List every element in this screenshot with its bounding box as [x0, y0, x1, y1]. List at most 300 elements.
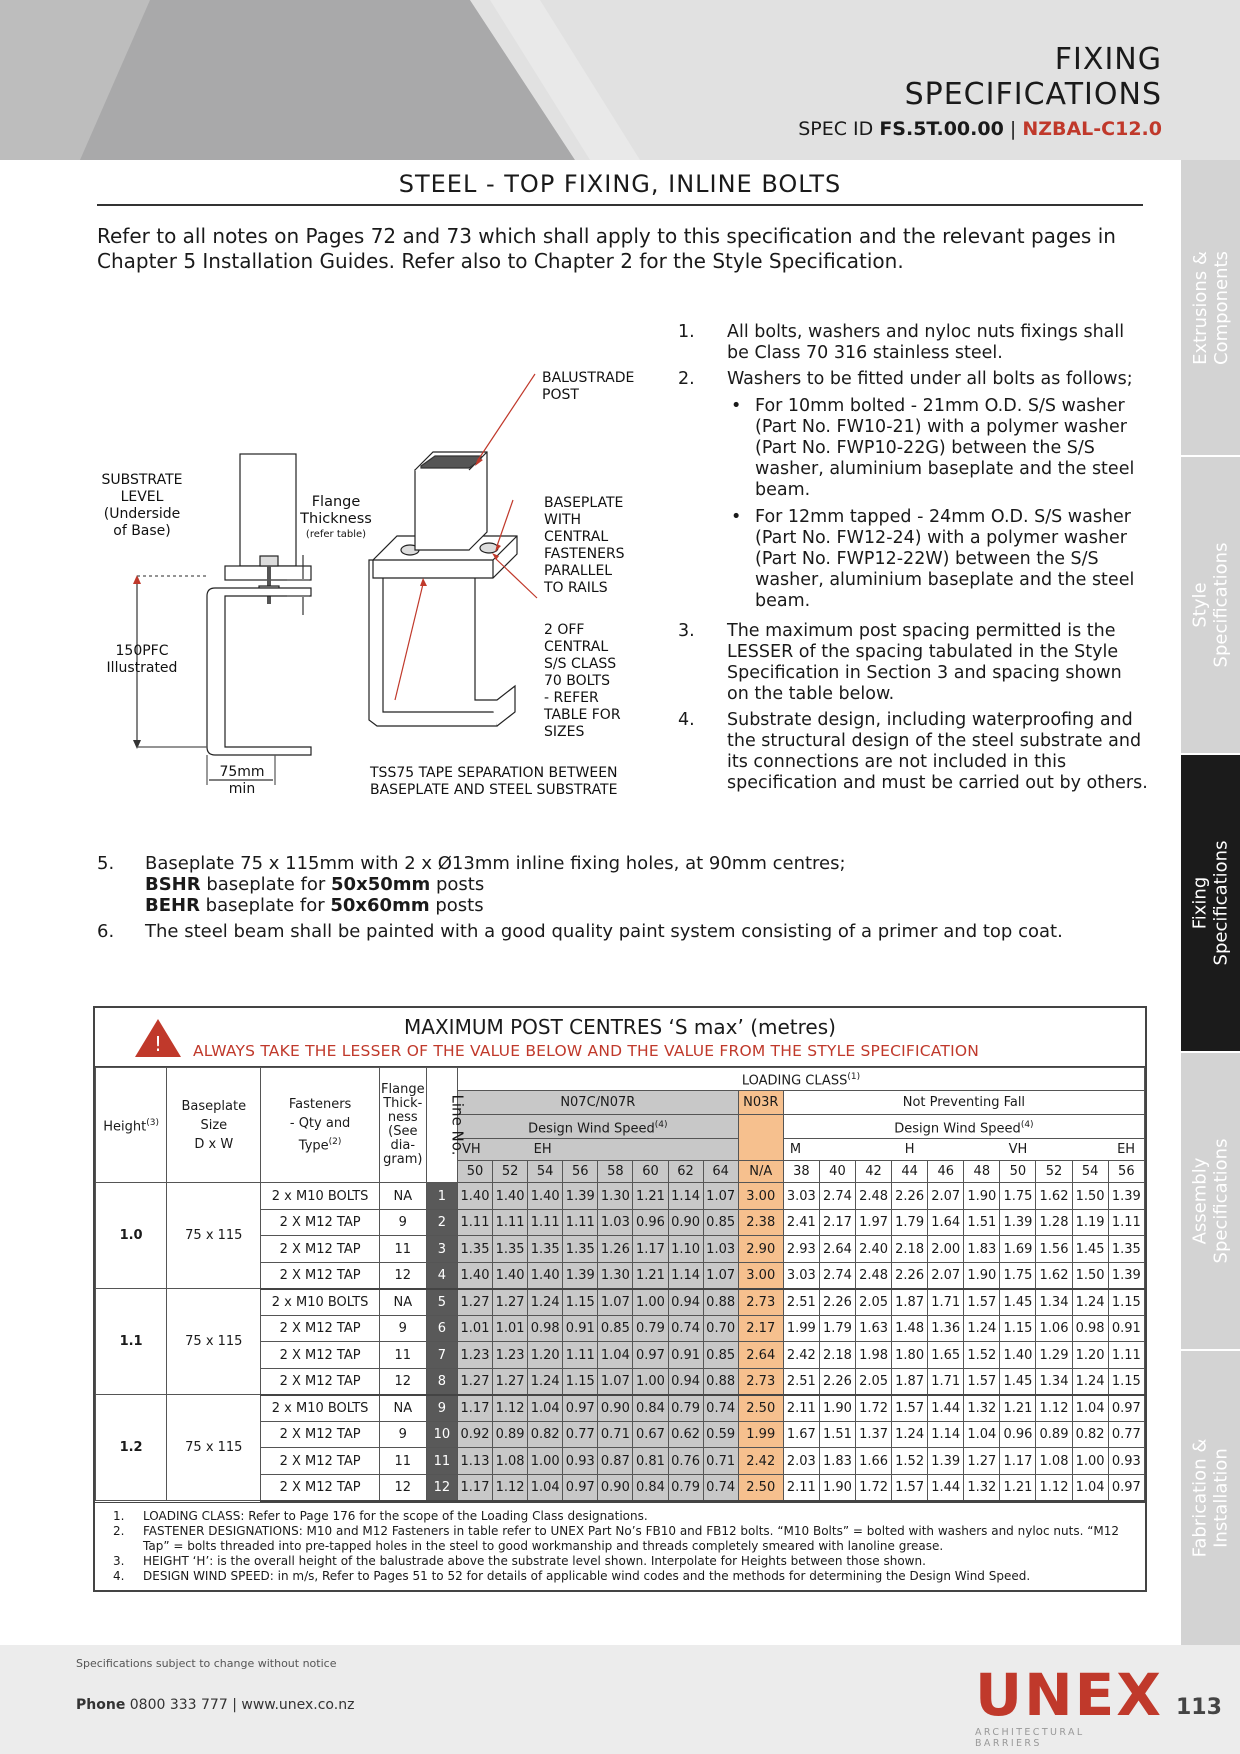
behr-mid: baseplate for: [199, 895, 331, 916]
col-flange: Flange Thick- ness (See dia- gram): [379, 1068, 426, 1183]
value-cell: 0.82: [1072, 1421, 1108, 1448]
value-cell: 2.11: [783, 1474, 819, 1501]
value-cell: 0.71: [703, 1448, 738, 1475]
value-cell: 1.87: [892, 1289, 928, 1316]
line-number-cell: 11: [426, 1448, 457, 1475]
design-wind-1: [457, 1115, 738, 1139]
value-cell: 2.18: [819, 1342, 855, 1369]
behr-code: BEHR: [145, 895, 200, 916]
wind-speed-header: 64: [703, 1161, 738, 1183]
fastener-cell: 2 X M12 TAP: [261, 1448, 379, 1475]
value-cell: 1.34: [1036, 1289, 1072, 1316]
flange-cell: 12: [379, 1474, 426, 1501]
value-cell: 0.91: [668, 1342, 703, 1369]
value-cell: 1.27: [493, 1289, 528, 1316]
value-cell: 1.57: [892, 1395, 928, 1422]
table-footnotes: [95, 1502, 1145, 1590]
footnote-text: HEIGHT ‘H’: is the overall height of the balustrade above the substrate level shown. Interpolate for Heights between those shown.: [143, 1553, 926, 1568]
intro-paragraph: Refer to all notes on Pages 72 and 73 which shall apply to this specification and the relevant pages in Chapter 5 Installation Guides. Refer also to Chapter 2 for the Style Specification.: [97, 224, 1116, 273]
value-cell: 1.27: [457, 1368, 492, 1395]
value-cell: 1.11: [563, 1209, 598, 1236]
value-cell: 1.50: [1072, 1183, 1108, 1210]
tab-label: Style Specifications: [1189, 542, 1232, 668]
value-cell: 2.26: [819, 1289, 855, 1316]
value-cell: 1.56: [1036, 1236, 1072, 1263]
value-cell: 0.79: [668, 1474, 703, 1501]
wind-speed-header: N/A: [738, 1161, 783, 1183]
value-cell: 0.93: [1108, 1448, 1144, 1475]
line-number-cell: 3: [426, 1236, 457, 1263]
value-cell: 0.98: [1072, 1315, 1108, 1342]
tab-fixing-specifications[interactable]: [1181, 755, 1240, 1051]
value-cell: 1.24: [892, 1421, 928, 1448]
value-cell: 2.73: [738, 1289, 783, 1316]
value-cell: 0.94: [668, 1368, 703, 1395]
wind-class-eh: EH: [528, 1139, 598, 1161]
value-cell: 1.12: [1036, 1474, 1072, 1501]
value-cell: 1.11: [493, 1209, 528, 1236]
value-cell: 0.88: [703, 1368, 738, 1395]
flange-cell: NA: [379, 1395, 426, 1422]
label-bolts: 2 OFF CENTRAL S/S CLASS 70 BOLTS - REFER TABLE FOR SIZES: [544, 622, 621, 740]
wind-class-spacer: [928, 1139, 1000, 1161]
value-cell: 1.24: [964, 1315, 1000, 1342]
spec-id-line: [798, 118, 1162, 140]
value-cell: 0.76: [668, 1448, 703, 1475]
bullet-10mm: [727, 396, 1148, 501]
value-cell: 1.64: [928, 1209, 964, 1236]
value-cell: 1.62: [1036, 1262, 1072, 1289]
footnote-text: DESIGN WIND SPEED: in m/s, Refer to Pages 51 to 52 for details of applicable wind codes and the methods for determining the Design Wind Speed.: [143, 1568, 1031, 1583]
value-cell: 1.04: [528, 1395, 563, 1422]
value-cell: 1.57: [964, 1289, 1000, 1316]
label-min-width: 75mm min: [219, 764, 265, 797]
value-cell: 1.07: [598, 1289, 633, 1316]
value-cell: 1.97: [856, 1209, 892, 1236]
value-cell: 1.28: [1036, 1209, 1072, 1236]
value-cell: 1.08: [493, 1448, 528, 1475]
flange-cell: NA: [379, 1289, 426, 1316]
value-cell: 0.71: [598, 1421, 633, 1448]
height-cell: 1.1: [96, 1289, 167, 1395]
value-cell: 1.24: [1072, 1368, 1108, 1395]
value-cell: 1.03: [703, 1236, 738, 1263]
spec-table: [95, 1067, 1145, 1502]
value-cell: 1.21: [1000, 1474, 1036, 1501]
value-cell: 1.66: [856, 1448, 892, 1475]
label-baseplate: BASEPLATE WITH CENTRAL FASTENERS PARALLEL TO RAILS: [544, 495, 625, 596]
value-cell: 1.11: [1108, 1209, 1144, 1236]
value-cell: 1.83: [964, 1236, 1000, 1263]
wind-speed-header: 38: [783, 1161, 819, 1183]
note-4: [678, 710, 1148, 794]
value-cell: 0.74: [703, 1395, 738, 1422]
value-cell: 0.88: [703, 1289, 738, 1316]
value-cell: 1.35: [1108, 1236, 1144, 1263]
col-fasteners: [261, 1068, 379, 1183]
note-text: [145, 853, 1157, 916]
spec-code: NZBAL-C12.0: [1022, 118, 1162, 140]
value-cell: 1.90: [819, 1395, 855, 1422]
fastener-cell: 2 X M12 TAP: [261, 1209, 379, 1236]
label-tape-separation: TSS75 TAPE SEPARATION BETWEEN BASEPLATE AND STEEL SUBSTRATE: [370, 765, 618, 798]
wind-speed-header: 46: [928, 1161, 964, 1183]
height-label: Height: [103, 1119, 147, 1135]
note-text: The steel beam shall be painted with a good quality paint system consisting of a primer and top coat.: [145, 921, 1063, 942]
note-6: [97, 921, 1157, 942]
value-cell: 1.11: [457, 1209, 492, 1236]
value-cell: 1.72: [856, 1395, 892, 1422]
value-cell: 2.00: [928, 1236, 964, 1263]
value-cell: 1.04: [598, 1342, 633, 1369]
value-cell: 2.64: [819, 1236, 855, 1263]
flange-cell: NA: [379, 1183, 426, 1210]
svg-text:!: !: [153, 1032, 163, 1056]
bullet-text: For 10mm bolted - 21mm O.D. S/S washer (Part No. FW10-21) with a polymer washer (Part No. FWP10-22G) between the S/S washer, aluminium baseplate and the steel beam.: [755, 396, 1135, 500]
value-cell: 2.26: [819, 1368, 855, 1395]
wind-speed-header: 48: [964, 1161, 1000, 1183]
value-cell: 1.83: [819, 1448, 855, 1475]
fastener-cell: 2 X M12 TAP: [261, 1421, 379, 1448]
tab-label: Fabrication & Installation: [1189, 1438, 1232, 1558]
wind-speed-header: 56: [563, 1161, 598, 1183]
value-cell: 1.07: [598, 1368, 633, 1395]
value-cell: 1.45: [1072, 1236, 1108, 1263]
tab-assembly-specifications[interactable]: [1181, 1053, 1240, 1349]
value-cell: 2.42: [783, 1342, 819, 1369]
footer-contact: [76, 1697, 354, 1713]
value-cell: 1.65: [928, 1342, 964, 1369]
value-cell: 0.91: [563, 1315, 598, 1342]
wind-speed-header: 54: [1072, 1161, 1108, 1183]
wind-class-spacer: [493, 1139, 528, 1161]
footnote-number: 2.: [113, 1523, 125, 1538]
wind-class-vh2: VH: [1000, 1139, 1036, 1161]
value-cell: 1.27: [964, 1448, 1000, 1475]
wind-speed-header: 52: [1036, 1161, 1072, 1183]
value-cell: 1.07: [703, 1183, 738, 1210]
value-cell: 2.50: [738, 1474, 783, 1501]
wind-speed-header: 50: [457, 1161, 492, 1183]
col-line-no: [426, 1068, 467, 1183]
value-cell: 1.39: [1108, 1262, 1144, 1289]
value-cell: 1.39: [928, 1448, 964, 1475]
wind-speed-header: 58: [598, 1161, 633, 1183]
value-cell: 0.90: [668, 1209, 703, 1236]
unex-logo: [975, 1661, 1163, 1749]
value-cell: 1.44: [928, 1474, 964, 1501]
fixing-diagram: [97, 360, 667, 810]
phone-number[interactable]: 0800 333 777: [129, 1697, 228, 1713]
value-cell: 1.50: [1072, 1262, 1108, 1289]
value-cell: 1.06: [1036, 1315, 1072, 1342]
note-text: Substrate design, including waterproofing and the structural design of the steel substrate and its connections are not included in this specification and must be carried out by others.: [727, 710, 1148, 793]
value-cell: 0.97: [1108, 1395, 1144, 1422]
value-cell: 1.35: [457, 1236, 492, 1263]
col-height: [96, 1068, 167, 1183]
table-row: [96, 1183, 1145, 1210]
wind-speed-header: 50: [1000, 1161, 1036, 1183]
flange-cell: 11: [379, 1448, 426, 1475]
value-cell: 1.39: [563, 1262, 598, 1289]
post-centres-table: [93, 1006, 1147, 1592]
value-cell: 1.35: [563, 1236, 598, 1263]
value-cell: 2.17: [738, 1315, 783, 1342]
page-header: [0, 0, 1240, 160]
value-cell: 1.99: [738, 1421, 783, 1448]
value-cell: 1.00: [633, 1368, 668, 1395]
wind-speed-header: 56: [1108, 1161, 1144, 1183]
value-cell: 1.17: [457, 1395, 492, 1422]
value-cell: 0.92: [457, 1421, 492, 1448]
value-cell: 1.24: [528, 1289, 563, 1316]
baseplate-size-cell: 75 x 115: [167, 1395, 261, 1501]
value-cell: 1.32: [964, 1474, 1000, 1501]
fastener-cell: 2 X M12 TAP: [261, 1262, 379, 1289]
value-cell: 0.97: [1108, 1474, 1144, 1501]
n03r-blank: [738, 1115, 783, 1161]
footnote: [113, 1524, 1135, 1554]
value-cell: 1.30: [598, 1262, 633, 1289]
value-cell: 1.01: [493, 1315, 528, 1342]
value-cell: 1.00: [1072, 1448, 1108, 1475]
fastener-cell: 2 X M12 TAP: [261, 1474, 379, 1501]
value-cell: 2.40: [856, 1236, 892, 1263]
design-wind-label: Design Wind Speed: [894, 1120, 1021, 1136]
value-cell: 1.29: [1036, 1342, 1072, 1369]
note-1: [678, 322, 1148, 364]
value-cell: 2.48: [856, 1183, 892, 1210]
tab-label: Assembly Specifications: [1189, 1138, 1232, 1264]
bullet-text: For 12mm tapped - 24mm O.D. S/S washer (Part No. FW12-24) with a polymer washer (Part No. FWP12-22W) between the S/S washer, aluminium baseplate and the steel beam.: [755, 507, 1135, 611]
tab-fabrication-installation[interactable]: [1181, 1351, 1240, 1645]
flange-cell: 12: [379, 1368, 426, 1395]
value-cell: 1.12: [1036, 1395, 1072, 1422]
value-cell: 1.35: [528, 1236, 563, 1263]
value-cell: 3.03: [783, 1183, 819, 1210]
value-cell: 2.73: [738, 1368, 783, 1395]
value-cell: 0.74: [668, 1315, 703, 1342]
value-cell: 1.14: [668, 1262, 703, 1289]
value-cell: 1.57: [964, 1368, 1000, 1395]
value-cell: 1.75: [1000, 1262, 1036, 1289]
group-n03r: N03R: [738, 1091, 783, 1115]
footnote-number: 3.: [113, 1553, 125, 1568]
footnote-text: FASTENER DESIGNATIONS: M10 and M12 Fasteners in table refer to UNEX Part No’s FB10 and FB12 bolts. “M10 Bolts” = bolted with washers and nyloc nuts. “M12 Tap” = bolts threaded into pre-tapped holes in the steel to good workmanship and threads completely smeared with lanoline grease.: [143, 1523, 1120, 1553]
section-title: STEEL - TOP FIXING, INLINE BOLTS: [97, 170, 1143, 206]
value-cell: 1.67: [783, 1421, 819, 1448]
contact-divider: |: [232, 1697, 237, 1713]
value-cell: 1.20: [528, 1342, 563, 1369]
value-cell: 1.98: [856, 1342, 892, 1369]
value-cell: 2.41: [783, 1209, 819, 1236]
value-cell: 1.71: [928, 1289, 964, 1316]
fastener-cell: 2 X M12 TAP: [261, 1342, 379, 1369]
note-text: All bolts, washers and nyloc nuts fixings shall be Class 70 316 stainless steel.: [727, 322, 1125, 363]
note-5-behr: [145, 895, 1157, 916]
value-cell: 0.62: [668, 1421, 703, 1448]
value-cell: 3.00: [738, 1183, 783, 1210]
wind-speed-header: 60: [633, 1161, 668, 1183]
value-cell: 1.19: [1072, 1209, 1108, 1236]
behr-posts: posts: [429, 895, 484, 916]
value-cell: 1.36: [928, 1315, 964, 1342]
value-cell: 1.63: [856, 1315, 892, 1342]
value-cell: 1.34: [1036, 1368, 1072, 1395]
line-number-cell: 9: [426, 1395, 457, 1422]
website-link[interactable]: www.unex.co.nz: [241, 1697, 355, 1713]
header-title-line2: SPECIFICATIONS: [904, 77, 1162, 112]
value-cell: 1.32: [964, 1395, 1000, 1422]
value-cell: 2.51: [783, 1368, 819, 1395]
value-cell: 1.11: [528, 1209, 563, 1236]
value-cell: 1.37: [856, 1421, 892, 1448]
value-cell: 1.35: [493, 1236, 528, 1263]
value-cell: 2.07: [928, 1183, 964, 1210]
value-cell: 1.17: [633, 1236, 668, 1263]
value-cell: 1.39: [563, 1183, 598, 1210]
value-cell: 1.00: [528, 1448, 563, 1475]
fastener-cell: 2 X M12 TAP: [261, 1368, 379, 1395]
value-cell: 1.45: [1000, 1368, 1036, 1395]
value-cell: 2.42: [738, 1448, 783, 1475]
tab-extrusions-components[interactable]: [1181, 160, 1240, 455]
value-cell: 2.38: [738, 1209, 783, 1236]
value-cell: 1.40: [528, 1183, 563, 1210]
value-cell: 1.00: [633, 1289, 668, 1316]
label-pfc: 150PFC Illustrated: [106, 643, 178, 676]
line-number-cell: 10: [426, 1421, 457, 1448]
value-cell: 1.04: [1072, 1395, 1108, 1422]
value-cell: 0.89: [1036, 1421, 1072, 1448]
tab-label: Extrusions & Components: [1189, 250, 1232, 365]
value-cell: 0.85: [598, 1315, 633, 1342]
value-cell: 1.80: [892, 1342, 928, 1369]
line-number-cell: 4: [426, 1262, 457, 1289]
value-cell: 0.67: [633, 1421, 668, 1448]
flange-cell: 11: [379, 1236, 426, 1263]
value-cell: 0.70: [703, 1315, 738, 1342]
design-wind-label: Design Wind Speed: [528, 1120, 655, 1136]
spec-separator: |: [1009, 118, 1017, 140]
value-cell: 1.12: [493, 1474, 528, 1501]
label-refer-table: (refer table): [305, 529, 367, 540]
value-cell: 1.79: [892, 1209, 928, 1236]
value-cell: 0.85: [703, 1342, 738, 1369]
value-cell: 0.90: [598, 1474, 633, 1501]
value-cell: 1.15: [1108, 1368, 1144, 1395]
note-number: 4.: [678, 710, 695, 730]
line-no-label: Line No.: [448, 1094, 467, 1156]
value-cell: 0.77: [1108, 1421, 1144, 1448]
value-cell: 1.90: [964, 1183, 1000, 1210]
value-cell: 1.08: [1036, 1448, 1072, 1475]
value-cell: 0.98: [528, 1315, 563, 1342]
value-cell: 1.14: [928, 1421, 964, 1448]
tab-label: Fixing Specifications: [1189, 840, 1232, 966]
value-cell: 1.13: [457, 1448, 492, 1475]
wind-class-h: H: [892, 1139, 928, 1161]
value-cell: 2.07: [928, 1262, 964, 1289]
header-title-line1: FIXING: [1054, 42, 1162, 77]
fastener-cell: 2 x M10 BOLTS: [261, 1289, 379, 1316]
value-cell: 0.93: [563, 1448, 598, 1475]
value-cell: 1.21: [1000, 1395, 1036, 1422]
value-cell: 1.23: [457, 1342, 492, 1369]
note-5-text: Baseplate 75 x 115mm with 2 x Ø13mm inline fixing holes, at 90mm centres;: [145, 853, 846, 874]
table-row: [96, 1289, 1145, 1316]
height-sup: (3): [146, 1118, 159, 1128]
value-cell: 1.40: [457, 1262, 492, 1289]
wind-speed-header: 52: [493, 1161, 528, 1183]
loading-class-sup: (1): [847, 1072, 861, 1082]
value-cell: 2.03: [783, 1448, 819, 1475]
wind-class-spacer: [1036, 1139, 1108, 1161]
value-cell: 1.15: [1108, 1289, 1144, 1316]
wind-speed-header: 62: [668, 1161, 703, 1183]
value-cell: 1.52: [964, 1342, 1000, 1369]
value-cell: 0.81: [633, 1448, 668, 1475]
value-cell: 1.17: [1000, 1448, 1036, 1475]
fastener-cell: 2 X M12 TAP: [261, 1236, 379, 1263]
tab-style-specifications[interactable]: [1181, 457, 1240, 753]
value-cell: 1.87: [892, 1368, 928, 1395]
line-number-cell: 1: [426, 1183, 457, 1210]
wind-speed-header: 40: [819, 1161, 855, 1183]
value-cell: 0.77: [563, 1421, 598, 1448]
design-wind-sup: (4): [654, 1119, 668, 1130]
wind-speed-header: 54: [528, 1161, 563, 1183]
value-cell: 2.74: [819, 1183, 855, 1210]
value-cell: 1.21: [633, 1183, 668, 1210]
value-cell: 2.93: [783, 1236, 819, 1263]
flange-cell: 9: [379, 1421, 426, 1448]
value-cell: 0.85: [703, 1209, 738, 1236]
fastener-cell: 2 X M12 TAP: [261, 1315, 379, 1342]
value-cell: 0.79: [633, 1315, 668, 1342]
value-cell: 0.90: [598, 1395, 633, 1422]
value-cell: 2.64: [738, 1342, 783, 1369]
value-cell: 1.71: [928, 1368, 964, 1395]
value-cell: 1.72: [856, 1474, 892, 1501]
table-row: [96, 1395, 1145, 1422]
value-cell: 2.74: [819, 1262, 855, 1289]
value-cell: 1.51: [964, 1209, 1000, 1236]
value-cell: 1.11: [1108, 1342, 1144, 1369]
note-number: 2.: [678, 369, 695, 389]
col-baseplate: Baseplate Size D x W: [167, 1068, 261, 1183]
value-cell: 2.18: [892, 1236, 928, 1263]
spec-body: [96, 1183, 1145, 1501]
loading-class-label: LOADING CLASS: [741, 1073, 848, 1089]
bullet-dot: •: [731, 507, 742, 527]
value-cell: 1.04: [1072, 1474, 1108, 1501]
wind-class-eh2: EH: [1108, 1139, 1144, 1161]
note-5: [97, 853, 1157, 916]
value-cell: 1.44: [928, 1395, 964, 1422]
notes-list: [678, 322, 1148, 799]
line-number-cell: 12: [426, 1474, 457, 1501]
line-number-cell: 5: [426, 1289, 457, 1316]
value-cell: 1.99: [783, 1315, 819, 1342]
baseplate-size-cell: 75 x 115: [167, 1289, 261, 1395]
value-cell: 0.97: [563, 1395, 598, 1422]
fasteners-label: Fasteners - Qty and Type: [288, 1097, 352, 1154]
note-text: [727, 369, 1148, 616]
value-cell: 1.26: [598, 1236, 633, 1263]
label-flange-thickness: Flange Thickness: [300, 494, 372, 527]
value-cell: 1.20: [1072, 1342, 1108, 1369]
